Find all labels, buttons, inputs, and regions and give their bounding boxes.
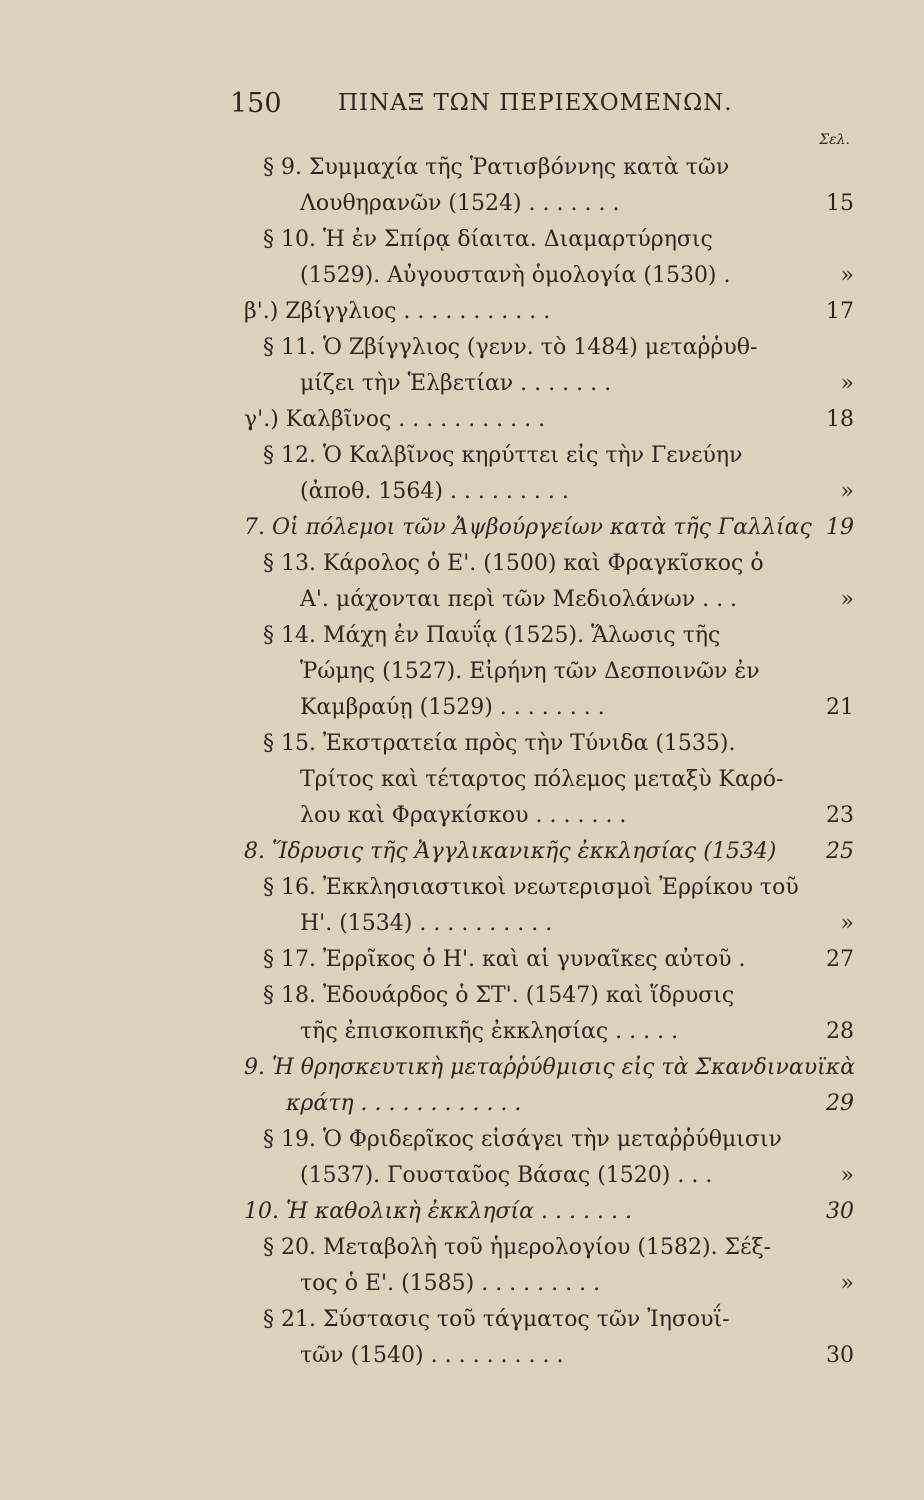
- toc-entry-page: »: [840, 587, 854, 612]
- toc-entry-text: 7. Οἱ πόλεμοι τῶν Ἀψβούργείων κατὰ τῆς Γαλλίας: [244, 515, 812, 540]
- toc-entry-text: § 16. Ἐκκλησιαστικοὶ νεωτερισμοὶ Ἐρρίκου τοῦ: [263, 875, 799, 900]
- toc-entry-text: 10. Ἡ καθολικὴ ἐκκλησία . . . . . . .: [244, 1199, 632, 1224]
- toc-entry-text: Η'. (1534) . . . . . . . . . .: [300, 911, 553, 936]
- toc-entry-text: Α'. μάχονται περὶ τῶν Μεδιολάνων . . .: [300, 587, 738, 612]
- running-title: ΠΙΝΑΞ ΤΩΝ ΠΕΡΙΕΧΟΜΕΝΩΝ.: [338, 90, 733, 116]
- toc-entry-text: β'.) Ζβίγγλιος . . . . . . . . . . .: [244, 299, 551, 324]
- toc-entry-page: 15: [826, 191, 854, 216]
- toc-entry-page: 27: [826, 947, 854, 972]
- toc-entry-text: Καμβραύῃ (1529) . . . . . . . .: [300, 695, 605, 720]
- toc-entry-page: »: [840, 1271, 854, 1296]
- toc-entry-text: § 11. Ὁ Ζβίγγλιος (γενν. τὸ 1484) μεταῤῥυθ-: [263, 335, 758, 360]
- toc-entry-text: § 18. Ἐδουάρδος ὁ ΣΤ'. (1547) καὶ ἵδρυσις: [263, 983, 735, 1008]
- toc-entry-page: »: [840, 263, 854, 288]
- toc-entry-text: § 10. Ἡ ἐν Σπίρᾳ δίαιτα. Διαμαρτύρησις: [263, 227, 713, 252]
- toc-entry-page: »: [840, 479, 854, 504]
- toc-entry-page: 30: [826, 1199, 854, 1224]
- page-number: 150: [230, 88, 282, 119]
- toc-entry-text: τος ὁ Ε'. (1585) . . . . . . . . .: [300, 1271, 601, 1296]
- toc-entry-text: § 19. Ὁ Φριδερῖκος εἰσάγει τὴν μεταῤῥύθμισιν: [263, 1127, 782, 1152]
- toc-entry-page: 17: [826, 299, 854, 324]
- toc-entry-page: 29: [826, 1091, 854, 1116]
- toc-entry-text: 9. Ἡ θρησκευτικὴ μεταῤῥύθμισις εἰς τὰ Σκανδιναυϊκὰ: [244, 1055, 856, 1080]
- toc-entry-text: (ἀποθ. 1564) . . . . . . . . .: [300, 479, 569, 504]
- toc-entry-text: § 15. Ἐκστρατεία πρὸς τὴν Τύνιδα (1535).: [263, 731, 736, 756]
- toc-entry-text: μίζει τὴν Ἑλβετίαν . . . . . . .: [300, 371, 612, 396]
- toc-entry-text: Ῥώμης (1527). Εἰρήνη τῶν Δεσποινῶν ἐν: [300, 659, 760, 684]
- toc-entry-text: § 21. Σύστασις τοῦ τάγματος τῶν Ἰησουΐ-: [263, 1307, 730, 1332]
- toc-entry-page: 18: [826, 407, 854, 432]
- toc-entry-text: τῶν (1540) . . . . . . . . . .: [300, 1343, 564, 1368]
- page-header: [230, 88, 844, 128]
- toc-entry-page: 21: [826, 695, 854, 720]
- toc-entry-text: κράτη . . . . . . . . . . . .: [286, 1091, 522, 1116]
- toc-entry-text: λου καὶ Φραγκίσκου . . . . . . .: [300, 803, 627, 828]
- toc-entry-text: (1537). Γουσταῦος Βάσας (1520) . . .: [300, 1163, 713, 1188]
- toc-entry-page: »: [840, 371, 854, 396]
- toc-entry-page: 19: [826, 515, 854, 540]
- toc-entry-text: § 9. Συμμαχία τῆς Ῥατισβόννης κατὰ τῶν: [263, 155, 730, 180]
- toc-entry-page: 28: [826, 1019, 854, 1044]
- toc-entry-text: Τρίτος καὶ τέταρτος πόλεμος μεταξὺ Καρό-: [300, 767, 784, 792]
- toc-entry-text: § 13. Κάρολος ὁ Ε'. (1500) καὶ Φραγκῖσκος ὁ: [263, 551, 764, 576]
- toc-entry-page: 30: [826, 1343, 854, 1368]
- toc-entry-text: τῆς ἐπισκοπικῆς ἐκκλησίας . . . . .: [300, 1019, 679, 1044]
- toc-entry-page: 25: [826, 839, 854, 864]
- toc-entry-page: 23: [826, 803, 854, 828]
- toc-entry-text: (1529). Αὐγουστανὴ ὁμολογία (1530) .: [300, 263, 731, 288]
- toc-entry-page: »: [840, 911, 854, 936]
- toc-entry-text: § 17. Ἐρρῖκος ὁ Η'. καὶ αἱ γυναῖκες αὐτοῦ .: [263, 947, 746, 972]
- toc-entry-text: § 12. Ὁ Καλβῖνος κηρύττει εἰς τὴν Γενεύην: [263, 443, 743, 468]
- toc-entry-text: § 20. Μεταβολὴ τοῦ ἡμερολογίου (1582). Σέξ-: [263, 1235, 772, 1260]
- page-column-label: Σελ.: [819, 132, 850, 148]
- toc-entry-text: Λουθηρανῶν (1524) . . . . . . .: [300, 191, 620, 216]
- toc-entry-text: § 14. Μάχη ἐν Παυΐᾳ (1525). Ἅλωσις τῆς: [263, 623, 721, 648]
- toc-entry-page: »: [840, 1163, 854, 1188]
- toc-entry-text: 8. Ἵδρυσις τῆς Ἀγγλικανικῆς ἐκκλησίας (1534): [244, 839, 777, 864]
- toc-entry-text: γ'.) Καλβῖνος . . . . . . . . . . .: [244, 407, 546, 432]
